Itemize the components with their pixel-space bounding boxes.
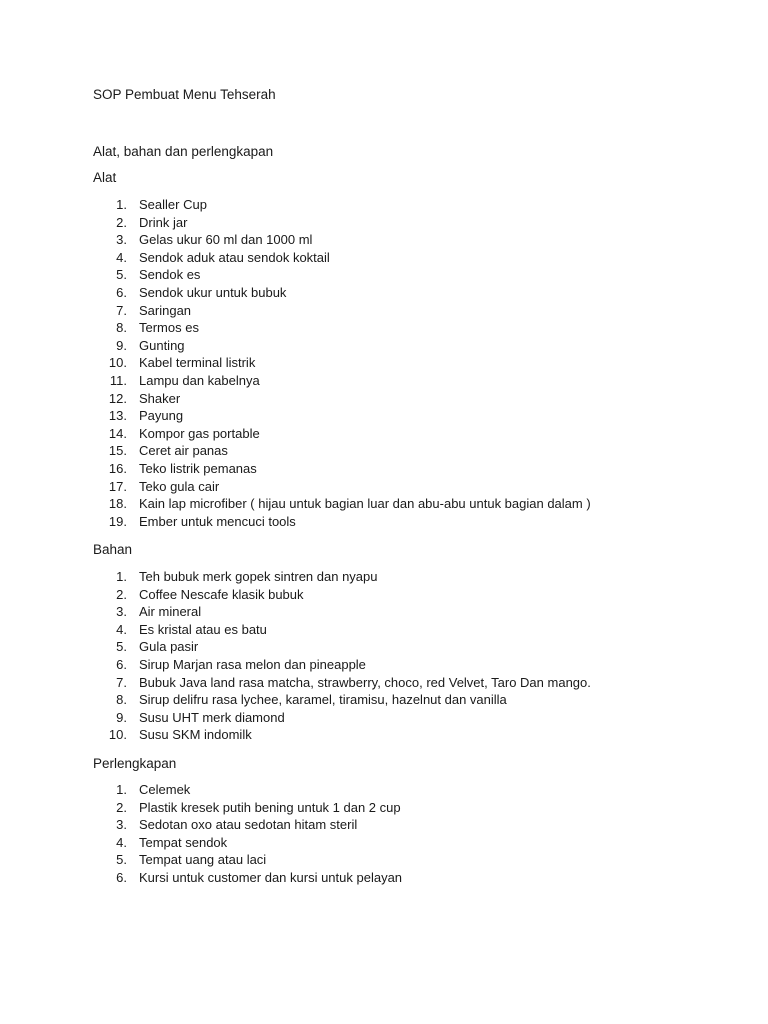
- section-heading-alat: Alat: [93, 170, 117, 185]
- list-item-number: 4.: [116, 249, 127, 265]
- list-item-text: Lampu dan kabelnya: [139, 372, 260, 388]
- list-item-text: Termos es: [139, 320, 199, 336]
- list-item-number: 1.: [116, 569, 127, 584]
- list-item-text: Ember untuk mencuci tools: [139, 513, 296, 529]
- list-item-text: Bubuk Java land rasa matcha, strawberry, choco, red Velvet, Taro Dan mango.: [139, 674, 591, 690]
- list-item-number: 16.: [108, 460, 127, 476]
- list-item-number: 8.: [116, 692, 127, 708]
- list-item-text: Kompor gas portable: [139, 425, 260, 441]
- list-item: [93, 799, 402, 817]
- list-item-text: Kursi untuk customer dan kursi untuk pelayan: [139, 869, 403, 885]
- list-item-text: Sendok es: [139, 267, 201, 283]
- list-item-number: 4.: [116, 621, 127, 637]
- list-item: [93, 691, 591, 709]
- list-item-number: 7.: [116, 302, 127, 318]
- list-item: [93, 337, 591, 355]
- list-item-number: 18.: [108, 496, 127, 512]
- list-item-number: 11.: [109, 372, 127, 388]
- list-item: [93, 781, 402, 799]
- list-item: [93, 319, 591, 337]
- list-item-number: 12.: [108, 390, 127, 406]
- list-item: [93, 638, 591, 656]
- list-item-number: 6.: [116, 869, 127, 885]
- list-item-text: Celemek: [139, 782, 191, 797]
- list-item-text: Air mineral: [139, 604, 202, 620]
- list-item-number: 5.: [116, 852, 127, 868]
- list-alat: [93, 196, 591, 530]
- list-item-number: 6.: [116, 656, 127, 672]
- list-item: [93, 513, 591, 531]
- list-item: [93, 442, 591, 460]
- list-item-text: Gula pasir: [139, 639, 199, 655]
- list-item-number: 3.: [116, 817, 127, 833]
- list-item: [93, 425, 591, 443]
- list-item-text: Kabel terminal listrik: [139, 355, 256, 371]
- list-item-number: 14.: [108, 425, 127, 441]
- list-bahan: [93, 568, 591, 744]
- list-item: [93, 621, 591, 639]
- list-item-text: Sendok aduk atau sendok koktail: [139, 249, 330, 265]
- list-item: [93, 726, 591, 744]
- list-item: [93, 407, 591, 425]
- list-item-text: Gunting: [139, 337, 185, 353]
- list-item: [93, 214, 591, 232]
- document-title: SOP Pembuat Menu Tehserah: [93, 87, 276, 102]
- list-item-number: 19.: [108, 513, 127, 529]
- list-item-number: 1.: [116, 197, 127, 212]
- list-item-text: Susu SKM indomilk: [139, 727, 252, 743]
- list-item: [93, 284, 591, 302]
- list-item: [93, 674, 591, 692]
- list-item-text: Sedotan oxo atau sedotan hitam steril: [139, 817, 358, 833]
- list-item: [93, 354, 591, 372]
- list-item-text: Sirup Marjan rasa melon dan pineapple: [139, 656, 366, 672]
- list-item-number: 1.: [116, 782, 127, 797]
- list-item-text: Tempat sendok: [139, 834, 228, 850]
- list-item-text: Shaker: [139, 390, 181, 406]
- list-item-number: 15.: [108, 443, 127, 459]
- list-perlengkapan: [93, 781, 402, 887]
- list-item-text: Teh bubuk merk gopek sintren dan nyapu: [139, 569, 378, 584]
- list-item-text: Susu UHT merk diamond: [139, 709, 285, 725]
- list-item: [93, 495, 591, 513]
- list-item-number: 2.: [116, 214, 127, 230]
- list-item-text: Es kristal atau es batu: [139, 621, 267, 637]
- list-item: [93, 603, 591, 621]
- list-item-number: 5.: [116, 267, 127, 283]
- list-item: [93, 869, 402, 887]
- list-item-text: Drink jar: [139, 214, 188, 230]
- list-item-text: Teko listrik pemanas: [139, 460, 257, 476]
- list-item: [93, 390, 591, 408]
- list-item-text: Tempat uang atau laci: [139, 852, 267, 868]
- list-item-number: 17.: [108, 478, 127, 494]
- list-item-number: 8.: [116, 320, 127, 336]
- list-item-text: Saringan: [139, 302, 192, 318]
- list-item-number: 10.: [108, 355, 127, 371]
- list-item: [93, 834, 402, 852]
- list-item-number: 6.: [116, 284, 127, 300]
- list-item-text: Gelas ukur 60 ml dan 1000 ml: [139, 232, 313, 248]
- list-item: [93, 851, 402, 869]
- list-item-number: 2.: [116, 799, 127, 815]
- list-item: [93, 586, 591, 604]
- list-item-text: Sirup delifru rasa lychee, karamel, tiramisu, hazelnut dan vanilla: [139, 692, 507, 708]
- list-item-text: Plastik kresek putih bening untuk 1 dan 2 cup: [139, 799, 401, 815]
- list-item: [93, 568, 591, 586]
- list-item-text: Coffee Nescafe klasik bubuk: [139, 586, 304, 602]
- list-item: [93, 196, 591, 214]
- list-item-text: Sealler Cup: [139, 197, 207, 212]
- list-item: [93, 478, 591, 496]
- list-item-number: 3.: [116, 232, 127, 248]
- list-item-number: 9.: [116, 709, 127, 725]
- list-item-number: 5.: [116, 639, 127, 655]
- list-item: [93, 231, 591, 249]
- list-item: [93, 266, 591, 284]
- list-item-number: 2.: [116, 586, 127, 602]
- list-item: [93, 302, 591, 320]
- list-item: [93, 816, 402, 834]
- list-item-text: Payung: [139, 408, 184, 424]
- list-item-number: 10.: [108, 727, 127, 743]
- list-item-text: Teko gula cair: [139, 478, 220, 494]
- list-item-text: Kain lap microfiber ( hijau untuk bagian luar dan abu-abu untuk bagian dalam ): [139, 496, 591, 512]
- section-heading-perlengkapan: Perlengkapan: [93, 756, 177, 771]
- list-item-text: Sendok ukur untuk bubuk: [139, 284, 287, 300]
- list-item-number: 3.: [116, 604, 127, 620]
- list-item-number: 13.: [108, 408, 127, 424]
- list-item: [93, 460, 591, 478]
- list-item: [93, 709, 591, 727]
- intro-text: Alat, bahan dan perlengkapan: [93, 144, 274, 159]
- list-item-number: 7.: [116, 674, 127, 690]
- section-heading-bahan: Bahan: [93, 542, 133, 557]
- list-item-number: 4.: [116, 834, 127, 850]
- list-item: [93, 249, 591, 267]
- list-item-number: 9.: [116, 337, 127, 353]
- list-item-text: Ceret air panas: [139, 443, 228, 459]
- list-item: [93, 656, 591, 674]
- list-item: [93, 372, 591, 390]
